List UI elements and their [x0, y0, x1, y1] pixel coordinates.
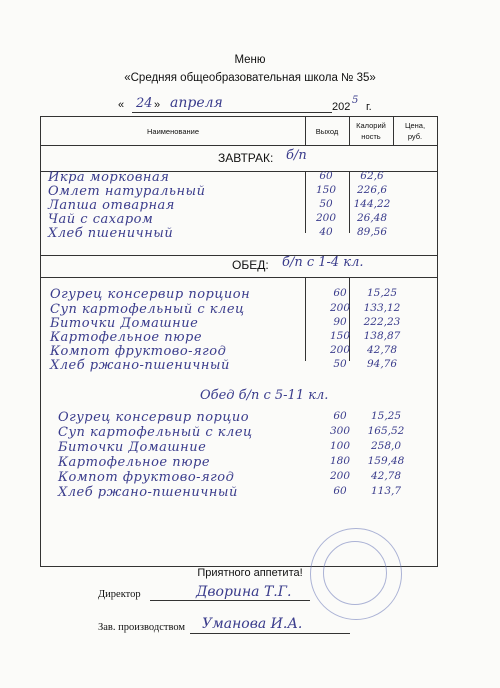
lunch-title: ОБЕД:: [232, 258, 269, 272]
col-price-header: [393, 120, 437, 142]
lunch2-item-yield: 200: [329, 470, 351, 482]
s2-col-sep: [305, 277, 306, 361]
lunch-item-kcal: 138,87: [363, 330, 401, 342]
breakfast-item-yield: 60: [319, 170, 333, 182]
lunch2-item-yield: 60: [333, 410, 347, 422]
lunch-item-yield: 60: [333, 287, 347, 299]
breakfast-item-name: Хлеб пшеничный: [48, 226, 174, 241]
date-underline: [132, 112, 332, 113]
col-yield-header: Выход: [315, 127, 339, 136]
breakfast-item-name: Омлет натуральный: [48, 184, 206, 199]
breakfast-title: ЗАВТРАК:: [218, 151, 274, 165]
col-price-line2: руб.: [407, 132, 423, 141]
lunch-item-name: Картофельное пюре: [50, 330, 203, 345]
lunch-item-yield: 200: [329, 302, 351, 314]
lunch2-item-kcal: 15,25: [370, 410, 402, 422]
lunch-item-name: Хлеб ржано-пшеничный: [50, 358, 230, 373]
section2-top: [41, 255, 437, 256]
lunch-item-name: Биточки Домашние: [50, 316, 199, 331]
col-kcal-line1: Калорий: [356, 121, 386, 130]
lunch-item-yield: 150: [329, 330, 351, 342]
lunch-item-kcal: 222,23: [363, 316, 401, 328]
lunch-item-yield: 50: [333, 358, 347, 370]
zav-line: [190, 633, 350, 634]
lunch2-item-yield: 300: [329, 425, 351, 437]
lunch2-item-kcal: 258,0: [370, 440, 402, 452]
col-name-header: Наименование: [147, 127, 199, 136]
zav-signature: Уманова И.А.: [202, 616, 303, 632]
lunch2-item-name: Хлеб ржано-пшеничный: [58, 485, 238, 500]
lunch2-item-kcal: 42,78: [370, 470, 402, 482]
breakfast-item-name: Лапша отварная: [48, 198, 175, 213]
lunch2-item-name: Биточки Домашние: [58, 440, 207, 455]
breakfast-item-yield: 150: [315, 184, 337, 196]
breakfast-item-yield: 40: [319, 226, 333, 238]
breakfast-item-kcal: 62,6: [360, 170, 384, 182]
menu-title: Меню: [234, 54, 266, 66]
lunch-item-kcal: 133,12: [363, 302, 401, 314]
school-name: «Средняя общеобразовательная школа № 35»: [124, 72, 376, 84]
lunch-item-yield: 200: [329, 344, 351, 356]
lunch2-hand-title: Обед б/п с 5-11 кл.: [200, 388, 329, 403]
lunch2-item-name: Компот фруктово-ягод: [58, 470, 235, 485]
director-signature: Дворина Т.Г.: [196, 584, 292, 600]
lunch-item-kcal: 94,76: [366, 358, 398, 370]
lunch2-item-yield: 100: [329, 440, 351, 452]
lunch2-item-yield: 60: [333, 485, 347, 497]
section2-divider: [41, 277, 437, 278]
lunch2-item-kcal: 165,52: [367, 425, 405, 437]
date-year-unit: г.: [366, 101, 372, 113]
breakfast-item-name: Икра морковная: [48, 170, 170, 185]
header-divider: [41, 145, 437, 146]
col-price-line1: Цена,: [404, 121, 426, 130]
date-year-prefix: 202: [332, 101, 351, 113]
date-quote-close: »: [154, 99, 161, 111]
breakfast-item-name: Чай с сахаром: [48, 212, 154, 227]
col-kcal-line2: ность: [361, 132, 381, 141]
lunch-item-name: Огурец консервир порцион: [50, 287, 251, 302]
lunch2-item-name: Суп картофельный с клец: [58, 425, 253, 440]
lunch-item-kcal: 42,78: [366, 344, 398, 356]
lunch-item-name: Компот фруктово-ягод: [50, 344, 227, 359]
date-quote-open: «: [118, 99, 125, 111]
breakfast-item-yield: 200: [315, 212, 337, 224]
lunch2-item-kcal: 159,48: [367, 455, 405, 467]
director-label: Директор: [98, 589, 141, 600]
lunch2-item-kcal: 113,7: [370, 485, 402, 497]
breakfast-item-kcal: 26,48: [356, 212, 388, 224]
date-month: апреля: [170, 95, 223, 111]
lunch2-item-yield: 180: [329, 455, 351, 467]
director-line: [150, 600, 310, 601]
breakfast-item-yield: 50: [319, 198, 333, 210]
breakfast-item-kcal: 144,22: [353, 198, 391, 210]
lunch-item-name: Суп картофельный с клец: [50, 302, 245, 317]
date-year-suffix: 5: [352, 95, 359, 106]
breakfast-item-kcal: 89,56: [356, 226, 388, 238]
lunch-item-kcal: 15,25: [366, 287, 398, 299]
zav-label: Зав. производством: [98, 622, 186, 633]
col-kcal-header: [349, 120, 393, 142]
bon-appetit: Приятного аппетита!: [197, 567, 303, 579]
breakfast-hand-title: б/п: [286, 148, 307, 163]
lunch-hand-title: б/п с 1-4 кл.: [282, 255, 364, 270]
date-day: 24: [136, 96, 153, 111]
breakfast-item-kcal: 226,6: [356, 184, 388, 196]
lunch2-item-name: Картофельное пюре: [58, 455, 211, 470]
lunch-item-yield: 90: [333, 316, 347, 328]
lunch2-item-name: Огурец консервир порцио: [58, 410, 250, 425]
